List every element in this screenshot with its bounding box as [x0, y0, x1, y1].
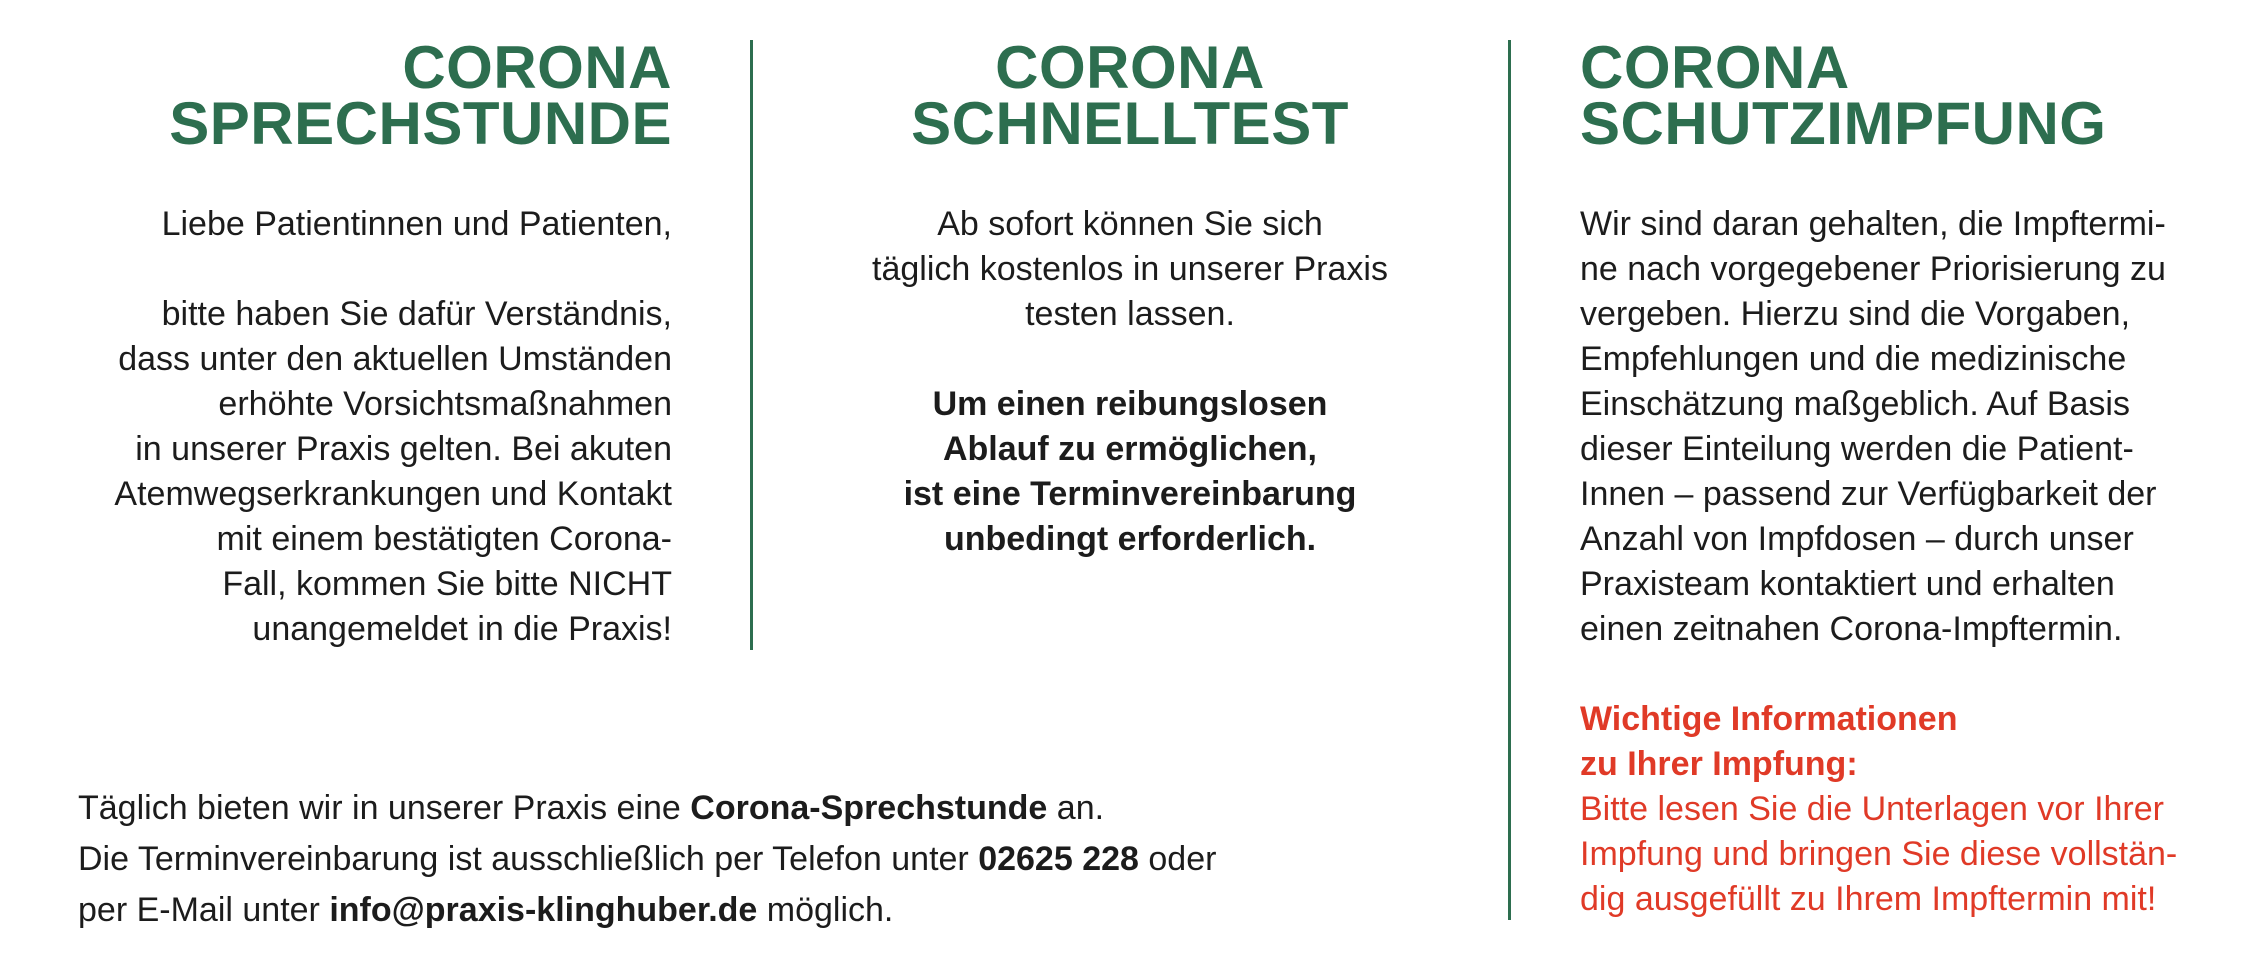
schutzimpfung-body: Wir sind daran gehalten, die Impftermi- ne nach vorgegebener Priorisierung zu vergeben. Hierzu sind die Vorgaben, Empfehlungen und die medizinische Einschätzung maßgeblich. Auf Basis dieser Einteilung werden die Patient- Innen – passend zur Verfügbarkeit der Anzahl von Impfdosen – durch unser Praxisteam kontaktiert und erhalten einen zeitnahen Corona-Impftermin.: [1580, 205, 2166, 648]
impfung-info-heading: Wichtige Informationen zu Ihrer Impfung:: [1580, 700, 1958, 783]
sprechstunde-column: [40, 34, 672, 652]
sprechstunde-heading: CORONA SPRECHSTUNDE: [169, 34, 672, 157]
phone-number[interactable]: 02625 228: [978, 840, 1139, 878]
schnelltest-column: [780, 34, 1480, 562]
sprechstunde-body: bitte haben Sie dafür Verständnis, dass unter den aktuellen Umständen erhöhte Vorsichtsmaßnahmen in unserer Praxis gelten. Bei akuten Atemwegserkrankungen und Kontakt mit einem bestätigten Corona- Fall, kommen Sie bitte NICHT unangemeldet in die Praxis!: [114, 295, 672, 648]
sprechstunde-label: Corona-Sprechstunde: [690, 789, 1048, 827]
contact-footer: [78, 783, 1216, 936]
schnelltest-notice: Um einen reibungslosen Ablauf zu ermöglichen, ist eine Terminvereinbarung unbedingt erforderlich.: [903, 385, 1357, 558]
schnelltest-intro: Ab sofort können Sie sich täglich kostenlos in unserer Praxis testen lassen.: [872, 205, 1388, 333]
schutzimpfung-heading: CORONA SCHUTZIMPFUNG: [1580, 34, 2107, 157]
footer-line-1: Täglich bieten wir in unserer Praxis eine Corona-Sprechstunde an.: [78, 789, 1105, 827]
impfung-info-body: Bitte lesen Sie die Unterlagen vor Ihrer Impfung und bringen Sie diese vollstän- dig ausgefüllt zu Ihrem Impftermin mit!: [1580, 790, 2178, 918]
column-divider-right: [1508, 40, 1511, 920]
column-divider-left: [750, 40, 753, 650]
footer-line-2: Die Terminvereinbarung ist ausschließlich per Telefon unter 02625 228 oder: [78, 840, 1217, 878]
schutzimpfung-column: [1580, 34, 2230, 922]
footer-line-3: per E-Mail unter info@praxis-klinghuber.de möglich.: [78, 891, 894, 929]
email-address[interactable]: info@praxis-klinghuber.de: [329, 891, 758, 929]
sprechstunde-greeting: Liebe Patientinnen und Patienten,: [161, 205, 672, 243]
schnelltest-heading: CORONA SCHNELLTEST: [911, 34, 1349, 157]
